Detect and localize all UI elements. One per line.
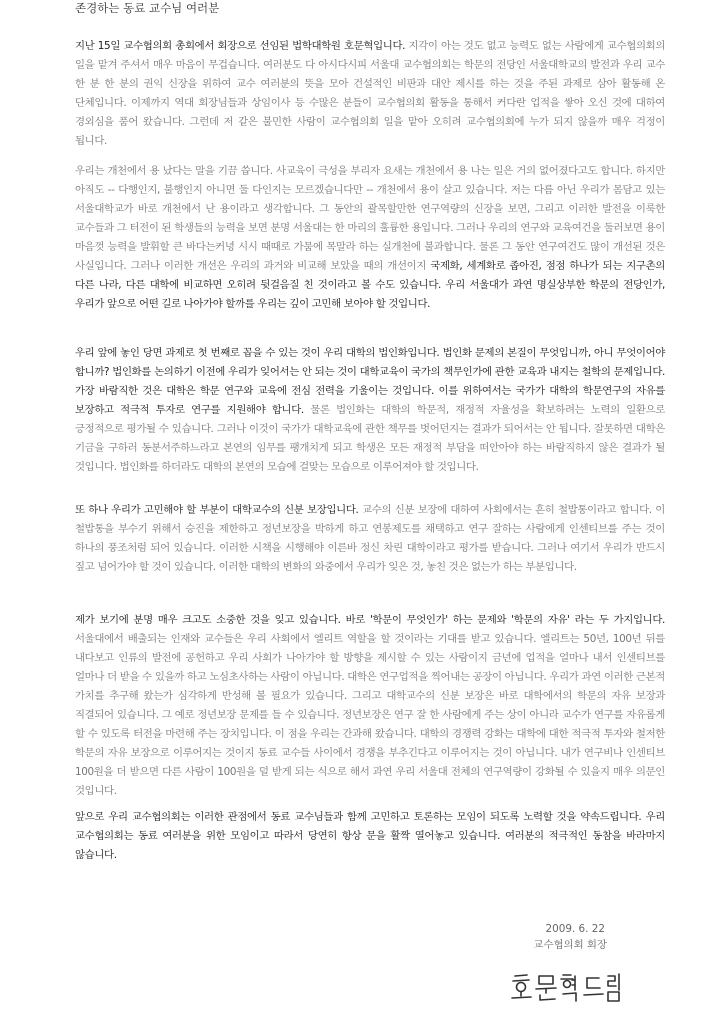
signature-title: 교수협의회 회장: [533, 939, 607, 951]
paragraph-3-body: 물론 법인화는 대학의 학문적, 재정적 자율성을 확보하려는 노력의 일환으로 긍정적으로 평가될 수 있습니다. 그러나 이것이 국가가 대학교육에 관한 책무를 벗어던지는 결과가 되어서는 안 됩니다. 잘못하면 대학은 기금을 구하러 동분서주하느라고 본연의 임무를 팽개치게 되고 학생은 모든 재정적 부담을 떠안아야 하는 바람직하지 않은 결과가 될 것입니다. 법인화를 하더라도 대학의 본연의 모습에 걸맞는 모습으로 이루어져야 할 것입니다.: [75, 404, 665, 473]
paragraph-5: [75, 611, 665, 801]
letter-date: 2009. 6. 22: [545, 923, 605, 935]
paragraph-4-body: 교수의 신분 보장에 대하여 사회에서는 흔히 철밥통이라고 합니다. 이 철밥통을 부수기 위해서 승진을 제한하고 정년보장을 박하게 하고 연봉제도를 채택하고 연구 잘하는 사람에게 인센티브를 주는 것이 하나의 풍조처럼 되어 있습니다. 이러한 시책을 시행해야 이른바 정신 차린 대학이라고 평가를 받습니다. 그러나 여기서 우리가 반드시 짚고 넘어가야 할 것이 있습니다. 이러한 대학의 변화의 와중에서 우리가 잊은 것, 놓친 것은 없는가 하는 부분입니다.: [75, 504, 665, 573]
paragraph-2-body: 우리는 개천에서 용 났다는 말을 기끔 씁니다. 사교육이 극성을 부리자 요새는 개천에서 용 나는 일은 거의 없어졌다고도 합니다. 하지만 아직도 -- 다행인지, 불행인지 아니면 둘 다인지는 모르겠습니다만 -- 개천에서 용이 살고 있습니다. 저는 다름 아닌 우리가 몸담고 있는 서울대학교가 바로 개천에서 난 용이라고 생각합니다. 그 동안의 괄목할만한 연구역량의 신장을 보면, 그리고 이러한 발전을 이룩한 교수들과 그 터전이 된 학생들의 능력을 보면 분명 서울대는 한 마리의 훌륭한 용입니다. 그러나 우리의 연구와 교육여건을 둘러보면 용이 마음껏 능력을 발휘할 큰 바다는커녕 시시 때때로 가뭄에 목말라 하는 실개천에 불과합니다. 물론 그 동안 연구여건도 많이 개선된 것은 사실입니다. 그러나 이러한 개선은 우리의 과거와 비교해 보았을 때의 개선이지: [75, 165, 665, 272]
handwritten-signature: [505, 968, 625, 1006]
paragraph-1-body: 지각이 아는 것도 없고 능력도 없는 사람에게 교수협의회의 일을 맡겨 주셔서 매우 마음이 무겁습니다. 여러분도 다 아시다시피 서울대 교수협의회는 학문의 전당인 서울대학교의 발전과 우리 교수 한 분 한 분의 권익 신장을 위하여 교수 여러분의 뜻을 모아 건설적인 비판과 대안 제시를 하는 것을 주된 과제로 삼아 활동해 온 단체입니다. 이제까지 역대 회장님들과 상임이사 등 수많은 분들이 교수협의회 활동을 통해서 커다란 업적을 쌓아 오신 것에 대하여 경외심을 품어 왔습니다. 그런데 저 같은 불민한 사람이 교수협의회 일을 맡아 오히려 교수협의회에 누가 되지 않을까 매우 걱정이 됩니다.: [75, 40, 666, 147]
paragraph-5-emphasis: 제가 보기에 분명 매우 크고도 소중한 것을 잊고 있습니다. 바로 '학문이 무엇인가' 하는 문제와 '학문의 자유' 라는 두 가지입니다.: [75, 614, 665, 626]
paragraph-3: [75, 344, 665, 477]
paragraph-2-emphasis: 국제화, 세계화로 좁아진, 점점 하나가 되는 지구촌의 다른 나라, 다른 대학에 비교하면 오히려 뒷걸음질 친 것이라고 볼 수도 있습니다. 우리 서울대가 과연 명실상부한 학문의 전당인가, 우리가 앞으로 어떤 길로 나아가야 할까를 우리는 깊이 고민해 보아야 할 것입니다.: [75, 260, 665, 310]
paragraph-2: [75, 162, 665, 314]
paragraph-6: [75, 808, 665, 865]
paragraph-4-emphasis: 또 하나 우리가 고민해야 할 부분이 대학교수의 신분 보장입니다.: [75, 504, 359, 516]
paragraph-5-body: 서울대에서 배출되는 인재와 교수들은 우리 사회에서 엘리트 역할을 할 것이라는 기대를 받고 있습니다. 엘리트는 50년, 100년 뒤를 내다보고 인류의 발전에 공헌하고 우리 사회가 나아가야 할 방향을 제시할 수 있는 사람이지 금년에 업적을 얼마나 내서 인센티브를 얼마나 더 받을 수 있을까 하고 노심초사하는 사람이 아닙니다. 대학은 연구업적을 찍어내는 공장이 아닙니다. 우리가 과연 이러한 근본적 가치를 추구해 왔는가 심각하게 반성해 볼 필요가 있습니다. 그리고 대학교수의 신분 보장은 바로 대학에서의 학문의 자유 보장과 직결되어 있습니다. 그 예로 정년보장 문제를 들 수 있습니다. 정년보장은 연구 잘 한 사람에게 주는 상이 아니라 교수가 연구를 자유롭게 할 수 있도록 터전을 마련해 주는 장치입니다. 이 점을 우리는 간과해 왔습니다. 대학의 경쟁력 강화는 대학에 대한 적극적 투자와 철저한 학문의 자유 보장으로 이루어지는 것이지 동료 교수들 사이에서 경쟁을 부추긴다고 이루어지는 것이 아닙니다. 내가 연구비나 인센티브 100원을 더 받으면 다른 사람이 100원을 덜 받게 되는 식으로 해서 과연 우리 서울대 전체의 연구역량이 강화될 수 있을지 매우 의문인 것입니다.: [75, 633, 665, 797]
paragraph-3-emphasis: 우리 앞에 놓인 당면 과제로 첫 번째로 꼽을 수 있는 것이 우리 대학의 법인화입니다. 법인화 문제의 본질이 무엇입니까, 아니 무엇이어야 합니까? 법인화를 논의하기 이전에 우리가 잊어서는 안 되는 것이 대학교육이 국가의 책무인가에 관한 교육과 내지는 철학의 문제입니다. 가장 바람직한 것은 대학은 학문 연구와 교육에 전심 전력을 기울이는 것입니다. 이를 위하여서는 국가가 대학의 학문연구의 자유를 보장하고 적극적 투자로 연구를 지원해야 합니다.: [75, 347, 665, 416]
paragraph-1-emphasis: 지난 15일 교수협의회 총회에서 회장으로 선임된 법학대학원 호문혁입니다.: [75, 40, 406, 52]
paragraph-4: [75, 501, 665, 577]
paragraph-1: [75, 37, 665, 151]
paragraph-6-emphasis: 앞으로 우리 교수협의회는 이러한 관점에서 동료 교수님들과 함께 고민하고 토론하는 모임이 되도록 노력할 것을 약속드립니다. 우리 교수협의회는 동료 여러분을 위한 모임이고 따라서 당연히 항상 문을 활짝 열어놓고 있습니다. 여러분의 적극적인 동참을 바라마지 않습니다.: [75, 811, 665, 861]
salutation: 존경하는 동료 교수님 여러분: [75, 1, 220, 15]
